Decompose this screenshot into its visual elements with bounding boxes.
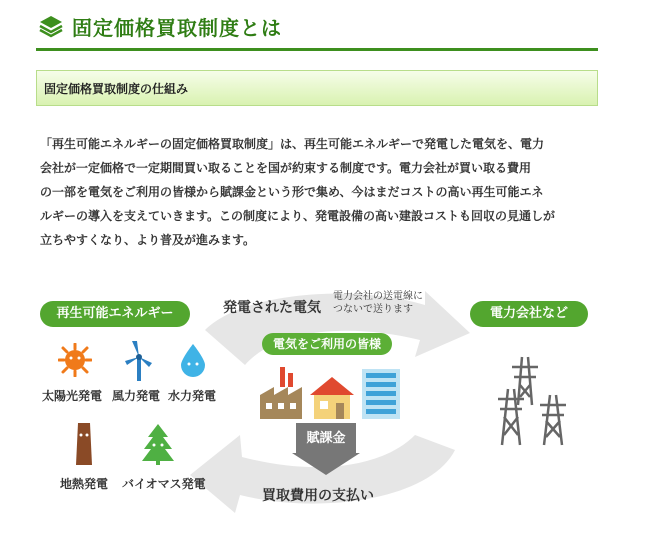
feed-in-tariff-diagram — [30, 285, 620, 525]
page-header — [36, 6, 598, 51]
page-title: 固定価格買取制度とは — [72, 16, 282, 40]
transmission-note-line2: つないで送ります — [333, 304, 413, 315]
surcharge-label: 賦課金 — [306, 431, 346, 446]
intro-line: 立ちやすくなり、より普及が進みます。 — [40, 233, 256, 247]
renewable-energy-label: 再生可能エネルギー — [40, 301, 190, 327]
power-company-label: 電力会社など — [470, 301, 588, 327]
intro-line: の一部を電気をご利用の皆様から賦課金という形で集め、今はまだコストの高い再生可能エネ — [40, 185, 544, 199]
generated-electricity-label: 発電された電気 — [223, 300, 321, 316]
wind-turbine-icon — [124, 339, 154, 381]
power-tower-icon — [492, 355, 572, 447]
water-drop-icon — [180, 343, 206, 377]
section-title: 固定価格買取制度の仕組み — [44, 82, 189, 96]
source-label-hydro: 水力発電 — [168, 389, 217, 403]
intro-line: 会社が一定価格で一定期間買い取ることを国が約束する制度です。電力会社が買い取る費用 — [40, 161, 532, 175]
intro-line: 「再生可能エネルギーの固定価格買取制度」は、再生可能エネルギーで発電した電気を、電力 — [40, 137, 545, 151]
section-heading — [36, 70, 598, 106]
transmission-note-line1: 電力会社の送電線に — [333, 291, 423, 302]
purchase-payment-label: 買取費用の支払い — [262, 488, 374, 504]
intro-line: ルギーの導入を支えていきます。この制度により、発電設備の高い建設コストも回収の見通しが — [40, 209, 556, 223]
buildings-icon — [258, 365, 408, 421]
source-label-wind: 風力発電 — [112, 389, 161, 403]
geothermal-icon — [73, 421, 95, 465]
source-label-geothermal: 地熱発電 — [60, 477, 109, 491]
intro-paragraph — [40, 132, 595, 252]
layers-icon — [38, 13, 64, 39]
users-label: 電気をご利用の皆様 — [262, 333, 392, 355]
sun-icon — [58, 343, 92, 377]
source-label-solar: 太陽光発電 — [42, 389, 103, 403]
tree-icon — [142, 423, 174, 465]
source-label-biomass: バイオマス発電 — [122, 477, 206, 491]
